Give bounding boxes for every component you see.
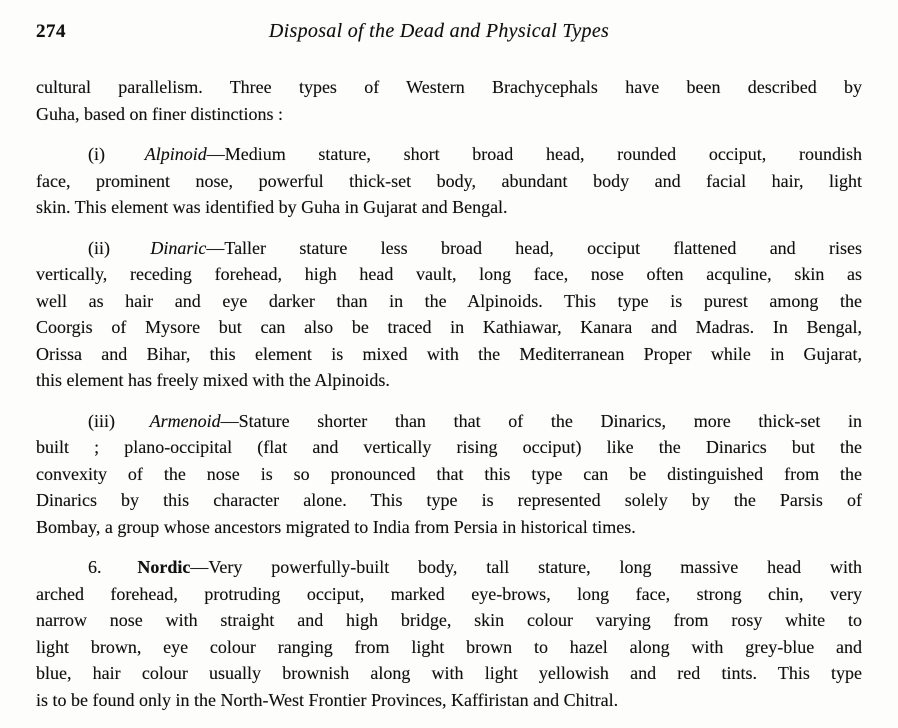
- text-line: [36, 101, 862, 128]
- item-label: (iii): [88, 410, 143, 431]
- text-line: [36, 141, 862, 168]
- text-run: Orissa and Bihar, this element is mixed with the Mediterranean Proper while in Gujarat,: [36, 343, 862, 364]
- item-label: (ii): [88, 237, 144, 258]
- text-line: [36, 74, 862, 101]
- text-line: [36, 581, 862, 608]
- text-run: —Stature shorter than that of the Dinarics, more thick-set in: [220, 410, 862, 431]
- paragraph-continuation: [36, 74, 862, 127]
- text-line: [36, 288, 862, 315]
- text-line: [36, 634, 862, 661]
- paragraph-alpinoid: [36, 141, 862, 221]
- text-line: [36, 194, 862, 221]
- paragraph-dinaric: [36, 235, 862, 394]
- text-run: Bombay, a group whose ancestors migrated to India from Persia in historical times.: [36, 516, 636, 537]
- type-term: Armenoid: [149, 410, 221, 431]
- text-line: [36, 168, 862, 195]
- text-run: Guha, based on finer distinctions :: [36, 103, 283, 124]
- text-run: Dinarics by this character alone. This type is represented solely by the Parsis of: [36, 490, 862, 510]
- text-run: skin. This element was identified by Guha in Gujarat and Bengal.: [36, 197, 508, 217]
- text-line: [36, 434, 862, 461]
- item-label: 6.: [88, 557, 131, 577]
- text-run: light brown, eye colour ranging from light brown to hazel along with grey-blue and: [36, 636, 862, 657]
- page-header: [36, 20, 862, 46]
- text-line: [36, 514, 862, 541]
- text-line: [36, 554, 862, 581]
- text-line: [36, 487, 862, 514]
- text-line: [36, 341, 862, 368]
- running-title: Disposal of the Dead and Physical Types: [268, 20, 610, 42]
- text-run: blue, hair colour usually brownish along with light yellowish and red tints. This type: [36, 663, 862, 683]
- text-line: [36, 314, 862, 341]
- paragraph-nordic: [36, 554, 862, 713]
- text-run: built ; plano-occipital (flat and vertically rising occiput) like the Dinarics but the: [36, 437, 862, 457]
- text-line: [36, 367, 862, 394]
- text-line: [36, 687, 862, 714]
- text-line: [36, 461, 862, 488]
- text-line: [36, 408, 862, 435]
- text-run: vertically, receding forehead, high head vault, long face, nose often acquline, skin as: [36, 264, 862, 284]
- text-run: Coorgis of Mysore but can also be traced in Kathiawar, Kanara and Madras. In Bengal,: [36, 317, 862, 337]
- text-run: narrow nose with straight and high bridge, skin colour varying from rosy white to: [36, 610, 862, 630]
- text-line: [36, 261, 862, 288]
- text-run: cultural parallelism. Three types of Western Brachycephals have been described by: [36, 77, 862, 97]
- page-body: [36, 74, 862, 713]
- text-run: convexity of the nose is so pronounced that this type can be distinguished from the: [36, 463, 862, 484]
- paragraph-armenoid: [36, 408, 862, 541]
- text-run: —Very powerfully-built body, tall stature, long massive head with: [190, 557, 863, 577]
- type-term: Nordic: [137, 557, 191, 577]
- text-run: —Medium stature, short broad head, rounded occiput, roundish: [206, 144, 862, 164]
- text-run: this element has freely mixed with the Alpinoids.: [36, 370, 390, 390]
- text-line: [36, 607, 862, 634]
- text-line: [36, 235, 862, 262]
- type-term: Dinaric: [150, 237, 207, 258]
- item-label: (i): [88, 144, 138, 164]
- text-run: face, prominent nose, powerful thick-set body, abundant body and facial hair, light: [36, 170, 862, 191]
- text-run: —Taller stature less broad head, occiput flattened and rises: [206, 237, 862, 258]
- text-run: is to be found only in the North-West Frontier Provinces, Kaffiristan and Chitral.: [36, 689, 619, 710]
- text-line: [36, 660, 862, 687]
- text-run: well as hair and eye darker than in the Alpinoids. This type is purest among the: [36, 290, 862, 311]
- page-number: 274: [36, 21, 66, 42]
- text-run: arched forehead, protruding occiput, marked eye-brows, long face, strong chin, very: [36, 583, 862, 604]
- type-term: Alpinoid: [144, 144, 207, 164]
